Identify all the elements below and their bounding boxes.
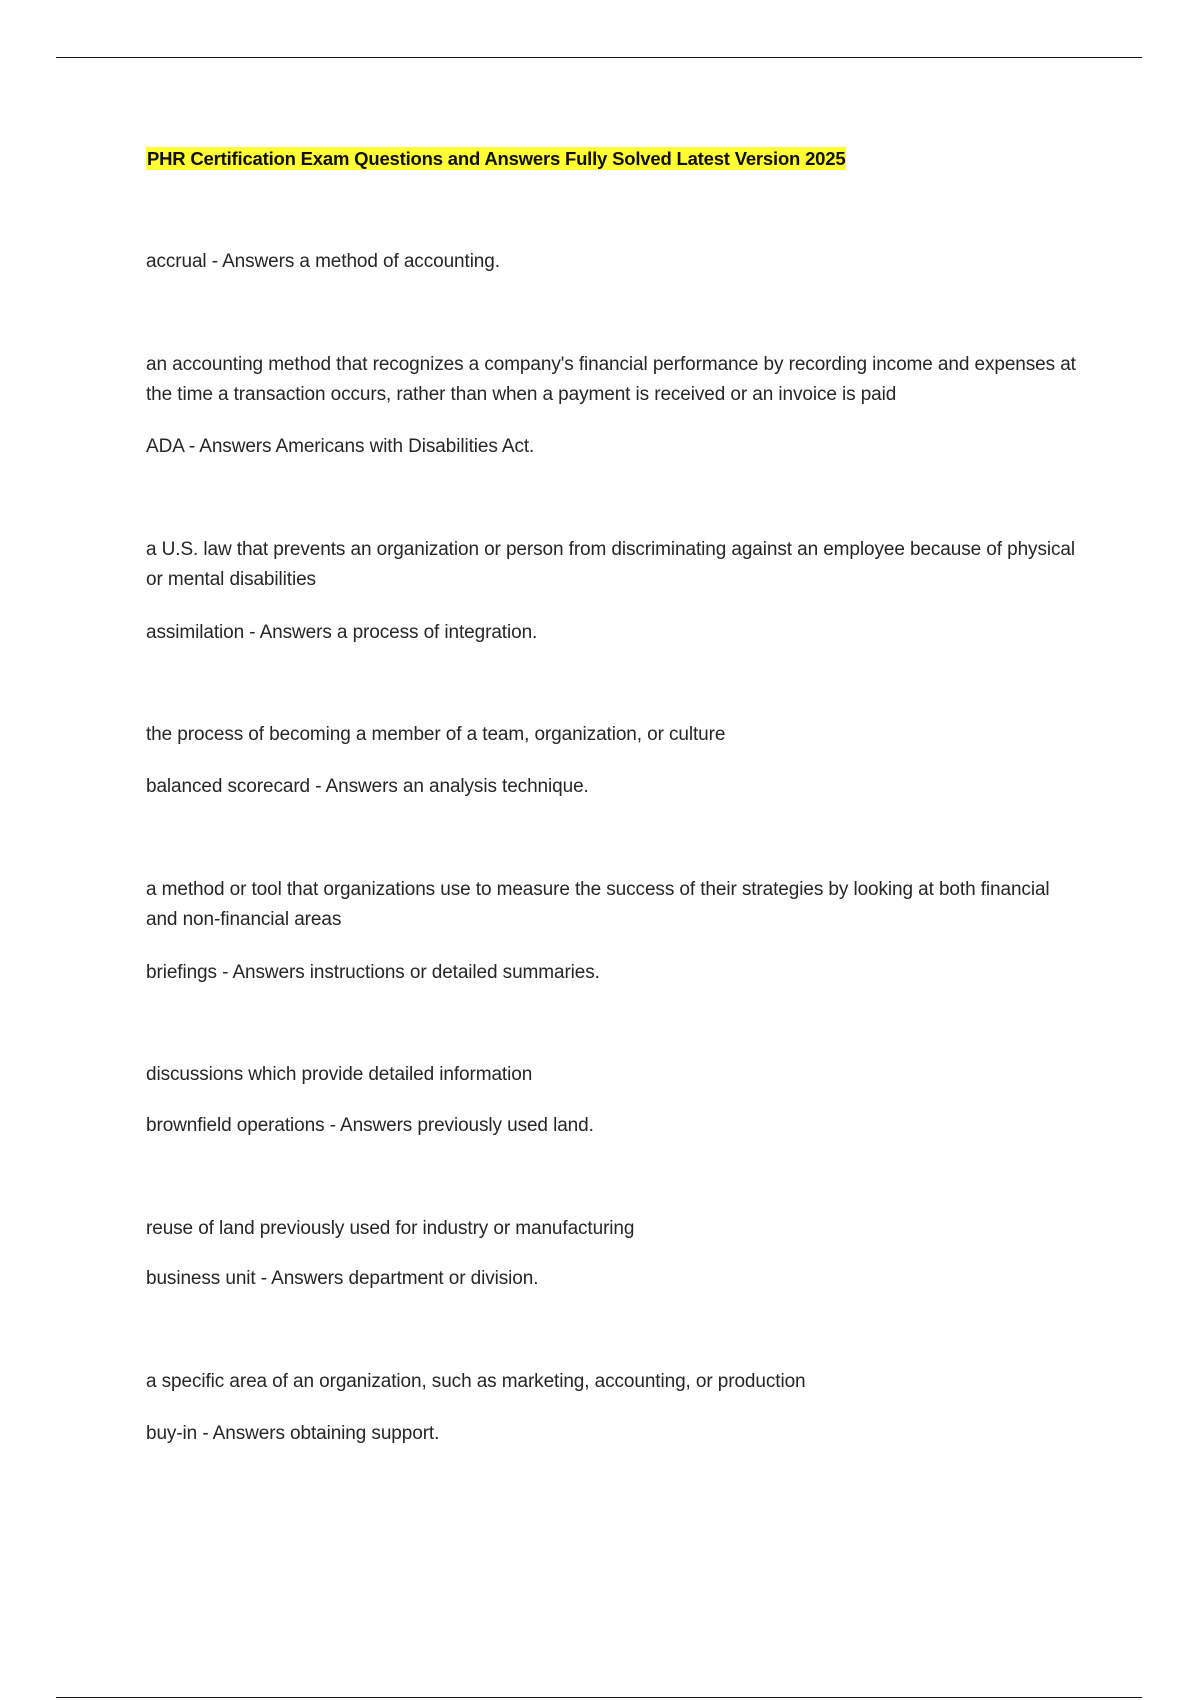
- definition-assimilation: the process of becoming a member of a team, organization, or culture: [146, 724, 726, 745]
- document-title: [146, 144, 1086, 174]
- term-business-unit: business unit - Answers department or division.: [146, 1268, 539, 1289]
- definition-briefings: discussions which provide detailed information: [146, 1064, 533, 1085]
- term-briefings: briefings - Answers instructions or detailed summaries.: [146, 962, 600, 983]
- definition-business-unit: a specific area of an organization, such as marketing, accounting, or production: [146, 1371, 806, 1392]
- term-accrual: accrual - Answers a method of accounting.: [146, 251, 500, 272]
- definition-balanced-scorecard: a method or tool that organizations use to measure the success of their strategies by looking at both financial and non-financial areas: [146, 879, 1050, 930]
- definition-brownfield-operations: reuse of land previously used for industry or manufacturing: [146, 1218, 635, 1239]
- term-balanced-scorecard: balanced scorecard - Answers an analysis technique.: [146, 776, 589, 797]
- term-brownfield-operations: brownfield operations - Answers previously used land.: [146, 1115, 594, 1136]
- top-rule: [56, 57, 1142, 58]
- definition-ada: a U.S. law that prevents an organization or person from discriminating against an employee because of physical or mental disabilities: [146, 539, 1075, 590]
- term-buy-in: buy-in - Answers obtaining support.: [146, 1423, 440, 1444]
- term-assimilation: assimilation - Answers a process of integration.: [146, 622, 538, 643]
- document-title-highlight: PHR Certification Exam Questions and Answers Fully Solved Latest Version 2025: [147, 148, 846, 169]
- term-ada: ADA - Answers Americans with Disabilities Act.: [146, 436, 535, 457]
- definition-accrual: an accounting method that recognizes a company's financial performance by recording income and expenses at the time a transaction occurs, rather than when a payment is received or an invoice is paid: [146, 354, 1076, 405]
- bottom-rule: [56, 1697, 1142, 1698]
